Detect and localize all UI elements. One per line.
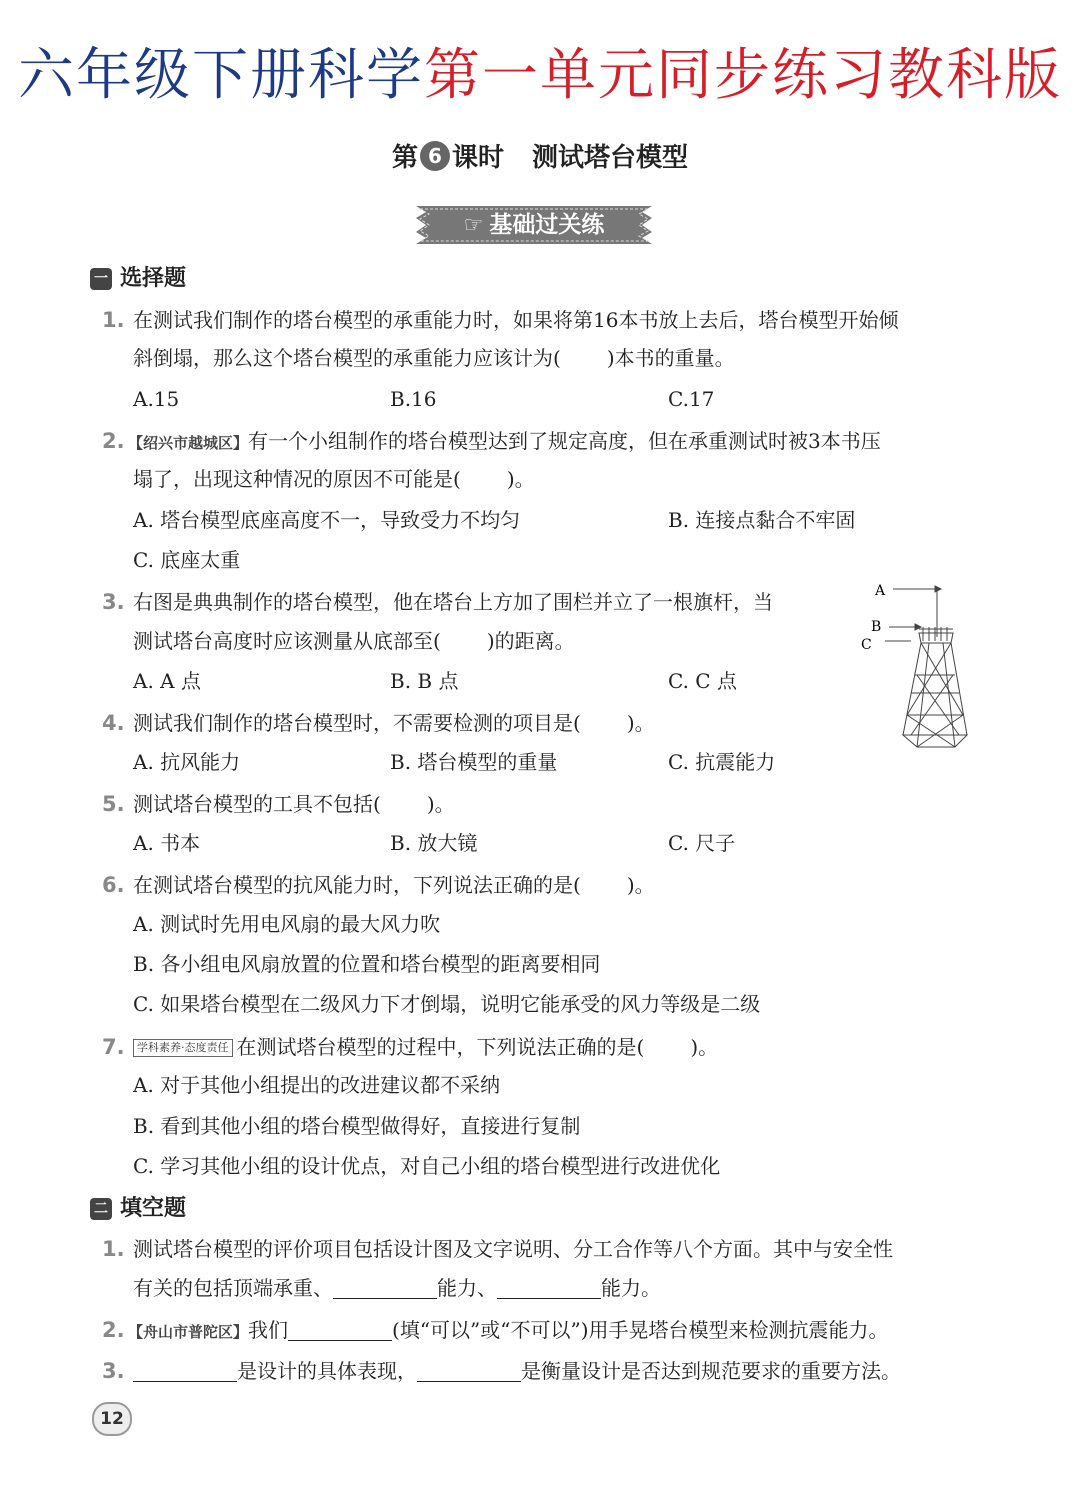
option-c: C. 尺子	[668, 831, 736, 855]
banner-part-blue: 六年级下册科学	[18, 43, 424, 108]
lesson-number-badge: 6	[420, 141, 450, 171]
option-c: C. 抗震能力	[668, 750, 776, 774]
section-number-icon: 二	[90, 1198, 112, 1220]
question-text: 在测试我们制作的塔台模型的承重能力时，如果将第16本书放上去后，塔台模型开始倾	[133, 308, 899, 332]
banner-title	[0, 38, 1080, 114]
option-a: A. 书本	[133, 831, 201, 855]
lesson-title: 测试塔台模型	[532, 143, 689, 173]
option-a: A. 测试时先用电风扇的最大风力吹	[133, 912, 441, 936]
option-b: B. B 点	[390, 669, 459, 693]
option-a: A. 对于其他小组提出的改进建议都不采纳	[133, 1073, 501, 1097]
lesson-prefix: 第	[391, 143, 418, 173]
option-b: B. 看到其他小组的塔台模型做得好，直接进行复制	[133, 1114, 581, 1138]
option-b: B.16	[390, 387, 437, 411]
question-number: 3.	[102, 1359, 125, 1383]
question-text: 测试塔台模型的评价项目包括设计图及文字说明、分工合作等八个方面。其中与安全性	[133, 1237, 893, 1261]
figure-label-b: B	[871, 619, 882, 635]
section-number-icon: 一	[90, 268, 112, 290]
competency-tag: 学科素养·态度责任	[133, 1039, 233, 1057]
tower-model-figure	[855, 575, 975, 765]
ribbon-label	[416, 206, 652, 244]
section-choice-heading	[90, 263, 186, 295]
question-number: 6.	[102, 873, 125, 897]
question-text: 测试我们制作的塔台模型时，不需要检测的项目是( )。	[133, 711, 655, 735]
option-a: A. A 点	[133, 669, 201, 693]
question-text: 测试塔台模型的工具不包括( )。	[133, 792, 455, 816]
option-a: A.15	[133, 387, 180, 411]
option-c: C. 学习其他小组的设计优点，对自己小组的塔台模型进行改进优化	[133, 1154, 721, 1178]
section-fill-heading	[90, 1193, 186, 1225]
option-c: C. 底座太重	[133, 548, 241, 572]
question-text: 【舟山市普陀区】我们 (填“可以”或“不可以”)用手晃塔台模型来检测抗震能力。	[128, 1318, 889, 1342]
answer-blank	[333, 1276, 437, 1299]
question-text: 学科素养·态度责任 在测试塔台模型的过程中，下列说法正确的是( )。	[133, 1031, 718, 1063]
page-number: 12	[92, 1402, 132, 1436]
question-text: 是设计的具体表现， 是衡量设计是否达到规范要求的重要方法。	[133, 1355, 901, 1387]
answer-blank	[133, 1359, 237, 1382]
option-c: C. 如果塔台模型在二级风力下才倒塌，说明它能承受的风力等级是二级	[133, 992, 761, 1016]
section-title: 选择题	[120, 266, 187, 291]
ribbon-text: 基础过关练	[489, 212, 605, 238]
option-b: B. 塔台模型的重量	[390, 750, 558, 774]
lesson-suffix: 课时	[451, 143, 504, 173]
question-number: 5.	[102, 792, 125, 816]
question-text: 在测试塔台模型的抗风能力时，下列说法正确的是( )。	[133, 873, 655, 897]
question-number: 1.	[102, 308, 125, 332]
option-a: A. 抗风能力	[133, 750, 241, 774]
question-number: 1.	[102, 1237, 125, 1261]
figure-label-c: C	[861, 637, 872, 653]
pointing-hand-icon: ☞	[463, 213, 484, 238]
banner-part-red: 第一单元同步练习教科版	[424, 43, 1062, 108]
answer-blank	[288, 1318, 392, 1341]
figure-label-a: A	[875, 583, 886, 599]
section-title: 填空题	[120, 1196, 187, 1221]
answer-blank	[497, 1276, 601, 1299]
question-text-line2: 斜倒塌，那么这个塔台模型的承重能力应该计为( )本书的重量。	[133, 346, 735, 370]
answer-blank	[417, 1359, 521, 1382]
question-number: 2.	[102, 1318, 125, 1342]
question-number: 4.	[102, 711, 125, 735]
question-source: 【绍兴市越城区】	[128, 434, 249, 452]
question-text: 【绍兴市越城区】有一个小组制作的塔台模型达到了规定高度，但在承重测试时被3本书压	[128, 429, 881, 453]
option-a: A. 塔台模型底座高度不一，导致受力不均匀	[133, 508, 521, 532]
question-text-line2: 有关的包括顶端承重、 能力、 能力。	[133, 1276, 661, 1300]
question-text-line2: 测试塔台高度时应该测量从底部至( )的距离。	[133, 629, 575, 653]
question-text-line2: 塌了，出现这种情况的原因不可能是( )。	[133, 467, 535, 491]
question-number: 2.	[102, 429, 125, 453]
lesson-heading	[0, 138, 1080, 178]
question-number: 7.	[102, 1035, 125, 1059]
option-c: C.17	[668, 387, 715, 411]
option-b: B. 连接点黏合不牢固	[668, 508, 856, 532]
question-text: 右图是典典制作的塔台模型，他在塔台上方加了围栏并立了一根旗杆，当	[133, 590, 773, 614]
question-number: 3.	[102, 590, 125, 614]
question-source: 【舟山市普陀区】	[128, 1323, 249, 1341]
option-c: C. C 点	[668, 669, 737, 693]
option-b: B. 各小组电风扇放置的位置和塔台模型的距离要相同	[133, 952, 601, 976]
option-b: B. 放大镜	[390, 831, 478, 855]
